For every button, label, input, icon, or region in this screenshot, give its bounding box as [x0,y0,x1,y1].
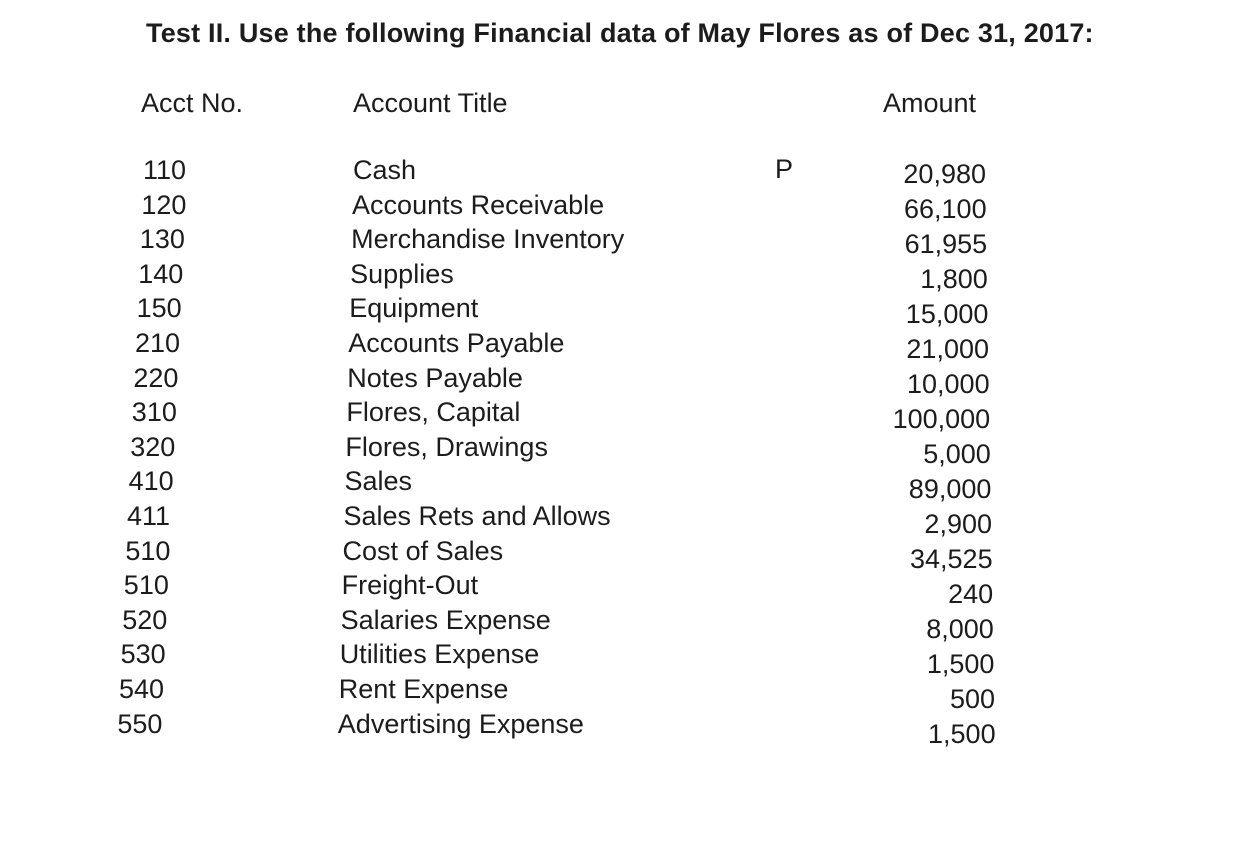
table-row [0,362,1259,399]
acct-no-cell: 530 [120,639,166,670]
acct-no-cell: 310 [131,397,177,428]
account-title-cell: Cost of Sales [342,535,504,566]
table-row [0,431,1259,469]
acct-no-cell: 510 [125,535,171,566]
acct-no-cell: 220 [133,362,179,393]
column-header-amount: Amount [883,88,977,118]
table-row [0,189,1259,224]
acct-no-cell: 210 [135,328,181,358]
table-row [0,327,1259,364]
account-title-cell: Advertising Expense [337,708,584,739]
account-title-cell: Cash [353,155,417,185]
table-row [0,500,1259,539]
table-row [0,292,1259,329]
table-row [0,396,1259,434]
amount-cell: 10,000 [907,368,990,399]
table-row [0,535,1259,574]
account-title-cell: Rent Expense [338,674,509,704]
account-title-cell: Sales Rets and Allows [343,501,611,531]
table-row [0,638,1259,679]
account-title-cell: Flores, Drawings [345,431,548,462]
amount-cell: 15,000 [905,298,989,329]
acct-no-cell: 510 [123,570,169,601]
acct-no-cell: 410 [128,466,174,497]
column-header-account-title: Account Title [353,88,508,118]
amount-cell: 21,000 [906,334,989,364]
page-title: Test II. Use the following Financial data of May Flores as of Dec 31, 2017: [146,18,1094,48]
column-header-acct-no: Acct No. [141,88,244,118]
account-title-cell: Utilities Expense [339,639,540,670]
account-title-cell: Supplies [350,258,454,289]
table-row [0,223,1259,259]
amount-cell: 2,900 [924,509,992,539]
account-title-cell: Merchandise Inventory [351,224,625,255]
acct-no-cell: 550 [117,708,163,739]
amount-cell: 1,500 [928,718,996,749]
table-row [0,465,1259,504]
acct-no-cell: 540 [119,674,165,704]
account-title-cell: Accounts Receivable [352,189,605,220]
table-row [0,569,1259,609]
currency-symbol: P [775,154,794,184]
amount-cell: 20,980 [903,159,986,189]
amount-cell: 1,800 [920,263,988,294]
table-row [0,673,1259,714]
acct-no-cell: 120 [141,189,187,220]
account-title-cell: Freight-Out [341,570,479,601]
table-row [0,708,1259,749]
table-row [0,258,1259,294]
acct-no-cell: 130 [139,224,185,255]
account-title-cell: Equipment [349,293,479,324]
amount-cell: 500 [949,684,995,714]
account-title-cell: Notes Payable [347,362,523,393]
acct-no-cell: 411 [127,501,171,531]
amount-cell: 66,100 [904,193,987,224]
account-title-cell: Accounts Payable [348,328,565,358]
amount-cell: 5,000 [923,438,991,469]
amount-cell: 34,525 [910,543,993,574]
table-row [0,604,1259,644]
amount-cell: 1,500 [926,648,995,679]
amount-cell: 61,955 [904,228,988,259]
acct-no-cell: 320 [130,431,176,462]
acct-no-cell: 150 [136,293,182,324]
account-title-cell: Salaries Expense [340,604,551,635]
acct-no-cell: 110 [143,155,187,185]
acct-no-cell: 140 [138,258,184,289]
amount-cell: 89,000 [908,473,992,504]
account-title-cell: Sales [344,466,412,497]
account-title-cell: Flores, Capital [346,397,521,428]
amount-cell: 240 [948,578,994,609]
amount-cell: 100,000 [892,403,991,434]
amount-cell: 8,000 [926,613,994,644]
acct-no-cell: 520 [122,604,168,635]
table-row [0,154,1259,189]
